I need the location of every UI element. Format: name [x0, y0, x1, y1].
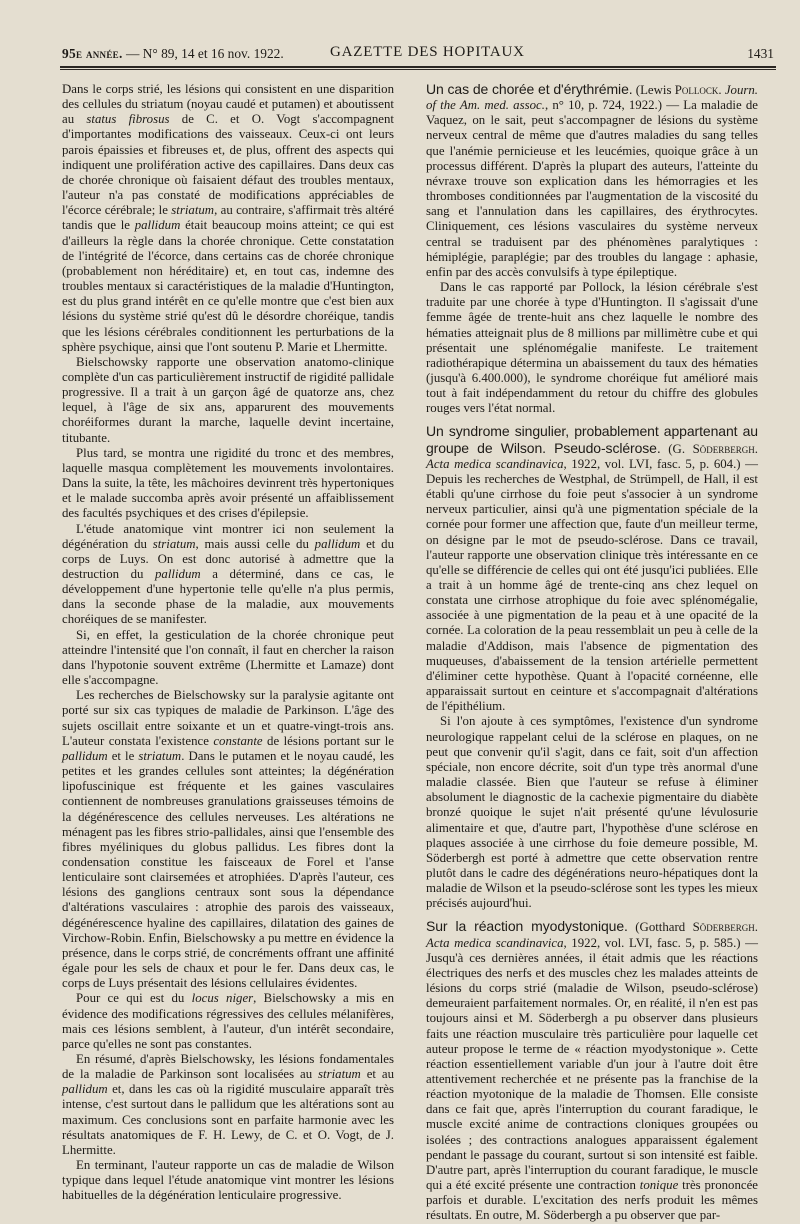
paragraph: Si, en effet, la gesticulation de la chorée chronique peut atteindre l'intensité que l'on connaît, il faut en chercher la raison dans l'hypotonie souvent extrême (Lhermitte et Lamaze) dont elle s'accompagne. — [62, 627, 394, 688]
article-chorea-erythremia: Un cas de chorée et d'érythrémie. (Lewis Pollock. Journ. of the Am. med. assoc., n° 10, p. 724, 1922.) — La maladie de Vaquez, on le sait, peut s'accompagner de lésions du système nerveux central de même que d'autres maladies du sang telles que l'anémie pernicieuse et les leucémies, quoique grâce à un processus différent. D'après la plupart des auteurs, l'atteinte du névraxe trouve son explication dans les hémorragies et les thromboses conditionnées par l'augmentation de la viscosité du sang et l'annulation dans les capillaires, des érythrocytes. Cliniquement, ces lésions vasculaires du système nerveux central se traduisent par des phénomènes paralytiques : hémiplégie, paraplégie; par des troubles du langage : aphasie, enfin par des accès convulsifs à type épileptique. — [426, 81, 759, 279]
page-number: 1431 — [747, 46, 774, 61]
journal-title: GAZETTE DES HOPITAUX — [330, 44, 525, 60]
article-title: Un cas de chorée et d'érythrémie. — [426, 81, 633, 97]
journal-name: Acta medica scandinavica — [426, 456, 564, 471]
article-title: Sur la réaction myodystonique. — [426, 918, 628, 935]
paragraph: Bielschowsky rapporte une observation anatomo-clinique complète d'un cas particulièrement instructif de rigidité pallidale progressive. Il a trait à un garçon âgé de quatorze ans, chez lequel, à l'âge de six ans, apparurent des mouvements choréiformes durant la marche, laquelle devint incertaine, titubante. — [62, 354, 394, 445]
issue-line — [62, 46, 284, 62]
paragraph: Plus tard, se montra une rigidité du tronc et des membres, laquelle masqua complètement les mouvements involontaires. Dans la suite, la tête, les mâchoires devinrent très hypertoniques et le malade succomba après avoir présenté un affaiblissement des facultés psychiques et des crises d'épilepsie. — [62, 445, 394, 521]
author-name: Söderbergh — [692, 920, 755, 935]
left-column — [62, 82, 395, 1203]
paragraph: Dans le corps strié, les lésions qui consistent en une disparition des cellules du striatum (noyau caudé et putamen) et aboutissent au status fibrosus de C. et O. Vogt s'accompagnent d'importantes modifications des vaisseaux. Ceux-ci ont leurs parois épaissies et fibreuses et, de plus, offrent des aspects qui indiquent une prolifération active des capillaires. Dans deux cas de chorée chronique où faisaient défaut des troubles mentaux, l'auteur n'a pas constaté de modifications appréciables de l'écorce cérébrale; le striatum, au contraire, s'affirmait très altéré tandis que le pallidum était beaucoup moins atteint; ce qui est d'ailleurs la règle dans la chorée chronique. Cette constatation de l'intégrité de l'écorce, dans certains cas de chorée chronique (probablement non héréditaire) et, en tout cas, indemne des troubles mentaux si caractéristiques de la maladie d'Huntington, est du plus grand intérêt en ce qu'elle montre que c'est bien aux lésions du système strié qu'est dû le désordre choréique, tandis que les lésions cérébrales conditionnent les perturbations de la sphère psychique, ainsi que l'ont soutenu P. Marie et Lhermitte. — [62, 82, 394, 354]
article-myodystonic-reaction: Sur la réaction myodystonique. (Gotthard Söderbergh. Acta medica scandinavica, 1922, vol. LVI, fasc. 5, p. 585.) — Jusqu'à ces dernières années, il était admis que les réactions électriques des nerfs et des muscles chez les malades atteints de lésions du corps strié (maladie de Wilson, pseudo-sclérose) demeuraient parfaitement normales. Or, en réalité, il n'en est pas toujours ainsi et M. Söderbergh a pu observer dans plusieurs faits une réaction musculaire très particulière pour laquelle cet auteur propose le terme de « réaction myodystonique ». Cette réaction essentiellement variable d'un jour à l'autre doit être attentivement recherchée et ne présente pas la franchise de la réaction myotonique de la maladie de Thomsen. Elle consiste dans ce fait que, après l'interruption du courant faradique, le muscle excité anime de contractions cloniques groupées ou isolées ; des contractions analogues apparaissent également pendant le passage du courant, surtout si son intensité est faible. D'autre part, après l'interruption du courant faradique, le muscle qui a été excité présente une contraction tonique très prononcée parfois et durable. L'excitation des nerfs produit les mêmes résultats. En outre, M. Söderbergh a pu observer que par- — [426, 918, 758, 1223]
header-rule-thin — [60, 69, 776, 70]
issue-label: année. — [85, 46, 123, 61]
author-name: Söderbergh — [692, 441, 755, 456]
journal-name: Journ. of the Am. med. assoc. — [426, 83, 759, 113]
paragraph: L'étude anatomique vint montrer ici non seulement la dégénération du striatum, mais aussi celle du pallidum et du corps de Luys. On est donc autorisé à admettre que la destruction du pallidum a déterminé, dans ce cas, le développement d'une hypertonie telle qu'elle n'a plus permis, dans la seconde phase de la maladie, aux mouvements choréiques de se manifester. — [62, 521, 394, 627]
article-pseudo-sclerosis: Un syndrome singulier, probablement appartenant au groupe de Wilson. Pseudo-sclérose. (G. Söderbergh. Acta medica scandinavica, 1922, vol. LVI, fasc. 5, p. 604.) — Depuis les recherches de Westphal, de Strümpell, de Hall, il est établi qu'une cirrhose du foie peut s'associer à un syndrome nerveux particulier, ainsi qu'à une pigmentation spéciale de la cornée pour former une affection que, faute d'un meilleur terme, on désigne par le mot de pseudo-sclérose. Dans ce travail, l'auteur rapporte une observation clinique très intéressante en ce qu'elle se différencie de celles qui ont été jusqu'ici publiées. Elle a trait à un homme âgé de trente-cinq ans chez lequel on constata une cirrhose atrophique du foie avec splénomégalie, associée à une pigmentation de la peau et à une opacité de la cornée. La coloration de la peau ressemblait un peu à celle de la maladie d'Addison, mais l'absence de pigmentation des muqueuses, d'abaissement de la tension artérielle permettent d'éliminer cette hypothèse. Quant à l'opacité cornéenne, elle apparaissait surtout en ceinture et s'accompagnait d'altérations de l'épithélium. — [426, 423, 759, 714]
page-header — [62, 42, 774, 64]
paragraph: En terminant, l'auteur rapporte un cas de maladie de Wilson typique dans lequel l'étude anatomique vint montrer les lésions habituelles de la dégénération lenticulaire progressive. — [62, 1158, 394, 1203]
article-title: Un syndrome singulier, probablement appartenant au groupe de Wilson. Pseudo-sclérose. — [426, 423, 758, 456]
issue-prefix: 95e — [62, 46, 83, 61]
journal-name: Acta medica scandinavica — [426, 935, 564, 950]
paragraph: Pour ce qui est du locus niger, Bielschowsky a mis en évidence des modifications régressives des cellules mélanifères, mais ces lésions semblent, à l'auteur, d'un intérêt secondaire, parce qu'elles ne sont pas constantes. — [62, 991, 394, 1051]
paragraph: Dans le cas rapporté par Pollock, la lésion cérébrale s'est traduite par une chorée à type d'Huntington. Il s'agissait d'une femme âgée de trente-huit ans chez laquelle le nombre des hématies atteignait plus de 8 millions par millimètre cube et qui présentait une splénomégalie manifeste. Le traitement radiothérapique détermina un abaissement du taux des hématies (jusqu'à 6.400.000), le syndrome choréique fut amélioré mais tout à fait indépendamment du retour du chiffre des globules rouges vers l'état normal. — [426, 280, 758, 416]
issue-date: — N° 89, 14 et 16 nov. 1922. — [125, 46, 284, 61]
paragraph: En résumé, d'après Bielschowsky, les lésions fondamentales de la maladie de Parkinson sont localisées au striatum et au pallidum et, dans les cas où la rigidité musculaire apparaît très intense, c'est surtout dans le pallidum que les altérations sont au maximum. Ces conclusions sont en parfaite harmonie avec les résultats anatomiques de F. H. Lewy, de C. et O. Vogt, de J. Lhermitte. — [62, 1052, 394, 1157]
paragraph: Les recherches de Bielschowsky sur la paralysie agitante ont porté sur six cas typiques de maladie de Parkinson. L'âge des sujets oscillait entre soixante et un et quatre-vingt-trois ans. L'auteur constata l'existence constante de lésions portant sur le pallidum et le striatum. Dans le putamen et le noyau caudé, les petites et les grandes cellules sont atteintes; la dégénération lipofuscinique est fréquente et les gaines vasculaires contiennent de nombreuses granulations graisseuses témoins de la dégénérescence des cellules nerveuses. Les altérations ne ménagent pas les fibres strio-pallidales, ainsi que l'ensemble des fibres myéliniques du globus pallidus. Les fibres dont la condensation constitue les faisceaux de Forel et l'anse lenticulaire sont clairsemées et atrophiées. D'après l'auteur, ces lésions des ganglions centraux sont sous la dépendance d'altérations vasculaires : atrophie des parois des vaisseaux, dégénérescence hyaline des capillaires, dilatation des gaines de Virchow-Robin. Enfin, Bielschowsky a pu mettre en évidence la présence, dans le corps strié, de concréments offrant une affinité égale pour les sels de chaux et pour le fer. Dans deux cas, le corps de Luys présentait des lésions cellulaires évidentes. — [62, 688, 395, 991]
author-name: Pollock — [674, 83, 719, 97]
right-column — [426, 81, 759, 1223]
paragraph: Si l'on ajoute à ces symptômes, l'existence d'un syndrome neurologique rappelant celui de la sclérose en plaques, on ne peut que convenir qu'il s'agit, dans ce fait, soit d'un affection spéciale, non encore décrite, soit d'un type très anormal d'une maladie classée. Bien que l'auteur se refuse à éliminer absolument le diagnostic de la cachexie pigmentaire du diabète bronzé quoique le sujet n'ait présenté qu'une lévulosurie alimentaire et que, d'autre part, l'hypothèse d'une sclérose en plaques associée à une cirrhose du foie demeure possible, M. Söderbergh est porté à admettre que cette observation rentre plutôt dans le cadre des dégénérations neuro-hépatiques dont la maladie de Wilson et la pseudo-sclérose sont les types les mieux précisés aujourd'hui. — [426, 714, 758, 911]
header-rule — [60, 66, 776, 68]
